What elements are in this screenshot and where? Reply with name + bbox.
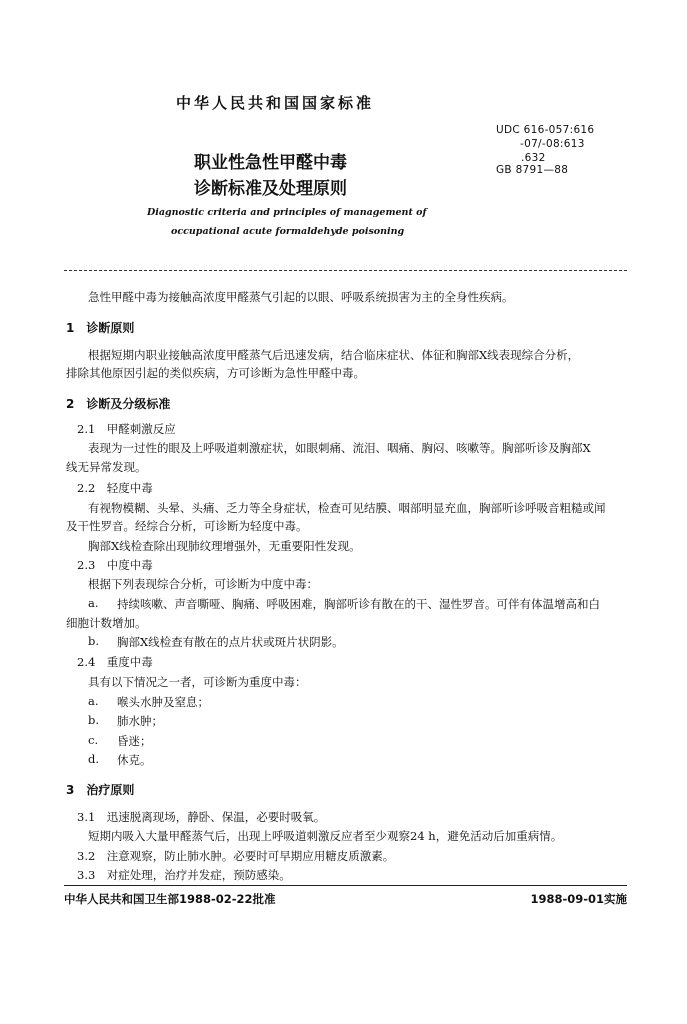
list-marker-b: b.: [88, 634, 100, 648]
section-3-1-line-1: 3.1 迅速脱离现场，静卧、保温，必要时吸氧。: [77, 810, 326, 824]
section-2-4-c: 昏迷；: [117, 734, 152, 748]
list-marker-a: a.: [88, 596, 99, 610]
section-3-heading: 3 治疗原则: [66, 783, 135, 797]
intro-paragraph: 急性甲醛中毒为接触高浓度甲醛蒸气引起的以眼、呼吸系统损害为主的全身性疾病。: [88, 290, 514, 304]
section-2-4-intro: 具有以下情况之一者，可诊断为重度中毒：: [88, 675, 307, 689]
section-3-1-line-2: 短期内吸入大量甲醛蒸气后，出现上呼吸道刺激反应者至少观察24 h，避免活动后加重病情。: [88, 829, 563, 843]
list-marker-c: c.: [88, 733, 99, 747]
section-2-2-line-2: 及干性罗音。经综合分析，可诊断为轻度中毒。: [66, 519, 308, 533]
section-2-4-d: 休克。: [117, 753, 152, 767]
section-1-heading: 1 诊断原则: [66, 321, 135, 335]
footer-divider: [64, 885, 627, 886]
section-2-2-line-3: 胸部X线检查除出现肺纹理增强外，无重要阳性发现。: [88, 539, 361, 553]
english-title-line-2: occupational acute formaldehyde poisoning: [171, 226, 405, 237]
udc-line-2: -07/-08:613: [520, 138, 585, 150]
udc-line-3: .632: [521, 152, 546, 164]
section-2-3-b-line-1: 胸部X线检查有散在的点片状或斑片状阴影。: [117, 635, 344, 649]
header-divider: [64, 270, 627, 271]
national-standard-label: 中华人民共和国国家标准: [176, 94, 375, 112]
approval-note: 中华人民共和国卫生部1988-02-22批准: [64, 892, 276, 906]
section-2-3-intro: 根据下列表现综合分析，可诊断为中度中毒：: [88, 577, 318, 591]
section-3-3: 3.3 对症处理，治疗并发症，预防感染。: [77, 868, 291, 882]
section-2-2-line-1: 有视物模糊、头晕、头痛、乏力等全身症状，检查可见结膜、咽部明显充血，胸部听诊呼吸音粗糙或闻: [88, 501, 606, 515]
section-2-3-a-line-2: 细胞计数增加。: [66, 616, 147, 630]
list-marker-b: b.: [88, 713, 100, 727]
section-2-4-a: 喉头水肿及窒息；: [117, 695, 209, 709]
section-1-line-2: 排除其他原因引起的类似疾病，方可诊断为急性甲醛中毒。: [66, 366, 365, 380]
udc-line-1: UDC 616-057:616: [496, 124, 595, 136]
title-line-1: 职业性急性甲醛中毒: [194, 153, 347, 173]
english-title-line-1: Diagnostic criteria and principles of management of: [147, 207, 427, 218]
implementation-date: 1988-09-01实施: [530, 892, 627, 906]
list-marker-a: a.: [88, 694, 99, 708]
gb-number: GB 8791—88: [496, 164, 569, 176]
section-2-3-heading: 2.3 中度中毒: [77, 558, 153, 572]
section-1-line-1: 根据短期内职业接触高浓度甲醛蒸气后迅速发病，结合临床症状、体征和胸部X线表现综合分析，: [88, 348, 580, 362]
section-2-2-heading: 2.2 轻度中毒: [77, 481, 153, 495]
title-line-2: 诊断标准及处理原则: [194, 179, 347, 199]
section-2-4-heading: 2.4 重度中毒: [77, 655, 153, 669]
section-2-4-b: 肺水肿；: [117, 714, 163, 728]
section-2-3-a-line-1: 持续咳嗽、声音嘶哑、胸痛、呼吸困难，胸部听诊有散在的干、湿性罗音。可伴有体温增高和白: [117, 597, 600, 611]
section-2-1-heading: 2.1 甲醛刺激反应: [77, 422, 176, 436]
section-3-2: 3.2 注意观察，防止肺水肿。必要时可早期应用糖皮质激素。: [77, 849, 395, 863]
section-2-heading: 2 诊断及分级标准: [66, 397, 171, 411]
section-2-1-line-1: 表现为一过性的眼及上呼吸道刺激症状，如眼刺痛、流泪、咽痛、胸闷、咳嗽等。胸部听诊及胸部X: [88, 441, 591, 455]
section-2-1-line-2: 线无异常发现。: [66, 460, 147, 474]
list-marker-d: d.: [88, 752, 100, 766]
